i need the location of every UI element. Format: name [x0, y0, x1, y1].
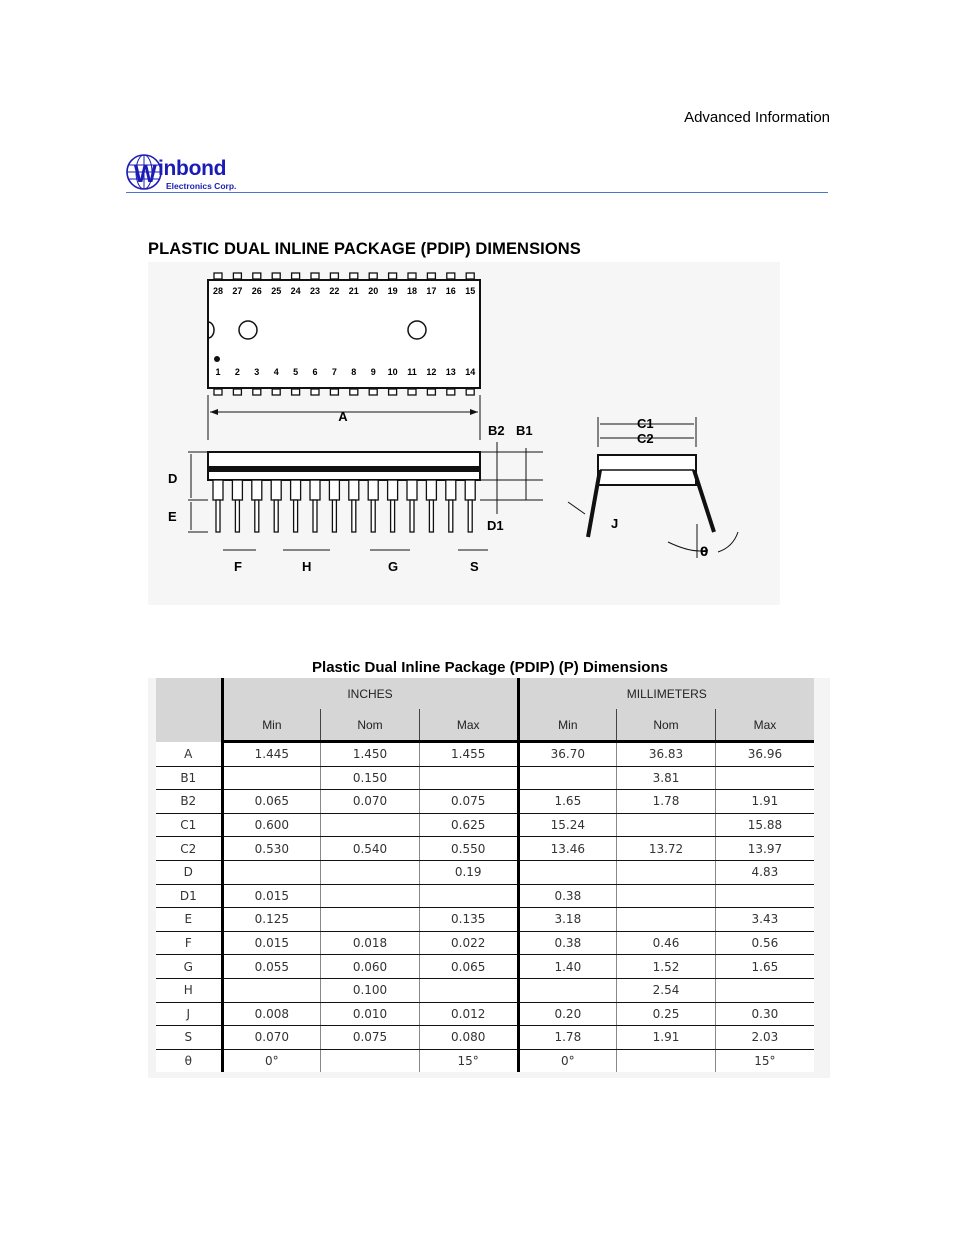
lead-shoulder	[310, 480, 320, 500]
value-cell: 1.65	[715, 955, 814, 979]
top-pin-pad	[330, 273, 338, 279]
lead-tip	[235, 500, 239, 532]
value-cell: 36.83	[617, 742, 716, 767]
lead-shoulder	[213, 480, 223, 500]
label-G: G	[388, 559, 399, 574]
symbol-cell: J	[156, 1002, 222, 1026]
value-cell: 0.080	[419, 1026, 518, 1050]
pdip-dimension-diagram	[148, 262, 780, 605]
pin-number: 8	[351, 367, 357, 377]
pin-number: 5	[293, 367, 299, 377]
value-cell: 0.060	[321, 955, 420, 979]
top-pin-pad	[408, 273, 416, 279]
top-pin-pad	[253, 273, 261, 279]
symbol-cell: B1	[156, 766, 222, 790]
top-pin-pad	[233, 273, 241, 279]
table-row	[156, 742, 814, 767]
value-cell: 0.46	[617, 931, 716, 955]
pin-number: 22	[329, 286, 340, 296]
lead-shoulder	[349, 480, 359, 500]
top-pin-pad	[466, 273, 474, 279]
value-cell	[419, 884, 518, 908]
value-cell: 0.015	[222, 884, 321, 908]
symbol-cell: S	[156, 1026, 222, 1050]
label-D: D	[168, 471, 178, 486]
bottom-pin-pad	[447, 389, 455, 395]
logo-subtitle: Electronics Corp.	[166, 181, 237, 191]
pin-number: 26	[251, 286, 262, 296]
value-cell: 1.91	[715, 790, 814, 814]
pin-number: 3	[254, 367, 260, 377]
value-cell	[715, 978, 814, 1002]
value-cell: 3.18	[518, 908, 617, 932]
pin-number: 23	[309, 286, 321, 296]
corner-cell	[156, 678, 222, 742]
value-cell: 0.100	[321, 978, 420, 1002]
label-E: E	[168, 509, 177, 524]
value-cell: 13.46	[518, 837, 617, 861]
pin-number: 21	[348, 286, 359, 296]
value-cell	[321, 1049, 420, 1072]
value-cell: 0.530	[222, 837, 321, 861]
value-cell: 15°	[419, 1049, 518, 1072]
table-row	[156, 955, 814, 979]
label-F: F	[234, 559, 242, 574]
value-cell: 0.19	[419, 860, 518, 884]
sub-header: Nom	[617, 709, 716, 742]
pin-number: 16	[445, 286, 456, 296]
value-cell: 15.88	[715, 813, 814, 837]
pin-number: 10	[387, 367, 398, 377]
value-cell	[715, 766, 814, 790]
lead-shoulder	[252, 480, 262, 500]
symbol-cell: E	[156, 908, 222, 932]
header-note: Advanced Information	[684, 109, 830, 126]
pin-number: 27	[232, 286, 243, 296]
label-theta: θ	[700, 545, 709, 559]
symbol-cell: H	[156, 978, 222, 1002]
value-cell: 0.065	[419, 955, 518, 979]
section-title: PLASTIC DUAL INLINE PACKAGE (PDIP) DIMENSIONS	[148, 240, 581, 258]
value-cell: 0.135	[419, 908, 518, 932]
table-row	[156, 908, 814, 932]
lead-tip	[449, 500, 453, 532]
value-cell: 0.125	[222, 908, 321, 932]
value-cell	[617, 813, 716, 837]
lead-tip	[332, 500, 336, 532]
pin1-dot	[214, 356, 220, 362]
lead-tip	[255, 500, 259, 532]
value-cell: 1.455	[419, 742, 518, 767]
value-cell: 1.445	[222, 742, 321, 767]
pin-number: 7	[331, 367, 337, 377]
value-cell: 1.91	[617, 1026, 716, 1050]
bottom-pin-pad	[369, 389, 377, 395]
sub-header: Nom	[321, 709, 420, 742]
value-cell	[419, 978, 518, 1002]
sub-header: Min	[518, 709, 617, 742]
value-cell: 1.78	[617, 790, 716, 814]
logo-letter: W	[134, 161, 157, 188]
pin-number: 6	[312, 367, 318, 377]
pin-number: 20	[368, 286, 379, 296]
table-row	[156, 837, 814, 861]
value-cell: 0.38	[518, 884, 617, 908]
lead-tip	[294, 500, 298, 532]
value-cell: 0.018	[321, 931, 420, 955]
top-pin-pad	[447, 273, 455, 279]
pin-number: 17	[426, 286, 437, 296]
table-row	[156, 931, 814, 955]
label-B1: B1	[516, 423, 533, 438]
lead-tip	[313, 500, 317, 532]
table-row	[156, 978, 814, 1002]
lead-tip	[391, 500, 395, 532]
value-cell: 36.70	[518, 742, 617, 767]
value-cell: 0°	[518, 1049, 617, 1072]
value-cell	[321, 908, 420, 932]
pin-number: 18	[406, 286, 418, 296]
value-cell: 0.070	[222, 1026, 321, 1050]
sub-header: Min	[222, 709, 321, 742]
bottom-pin-pad	[272, 389, 280, 395]
value-cell: 2.03	[715, 1026, 814, 1050]
lead-shoulder	[388, 480, 398, 500]
table-row	[156, 790, 814, 814]
value-cell	[419, 766, 518, 790]
label-H: H	[302, 559, 312, 574]
table-row	[156, 1049, 814, 1072]
value-cell: 15.24	[518, 813, 617, 837]
value-cell: 0.075	[321, 1026, 420, 1050]
symbol-cell: C2	[156, 837, 222, 861]
value-cell	[321, 813, 420, 837]
label-J: J	[611, 516, 619, 531]
value-cell: 36.96	[715, 742, 814, 767]
value-cell: 0.540	[321, 837, 420, 861]
value-cell: 1.65	[518, 790, 617, 814]
symbol-cell: G	[156, 955, 222, 979]
pin-number: 4	[273, 367, 279, 377]
lead-shoulder	[407, 480, 417, 500]
bottom-pin-pad	[253, 389, 261, 395]
value-cell: 0.070	[321, 790, 420, 814]
value-cell	[321, 884, 420, 908]
table-row	[156, 813, 814, 837]
lead-tip	[429, 500, 433, 532]
value-cell: 0.065	[222, 790, 321, 814]
value-cell: 0.20	[518, 1002, 617, 1026]
lead-tip	[274, 500, 278, 532]
value-cell: 0.150	[321, 766, 420, 790]
value-cell	[617, 908, 716, 932]
value-cell	[518, 860, 617, 884]
top-pin-pad	[292, 273, 300, 279]
value-cell: 13.72	[617, 837, 716, 861]
value-cell	[222, 978, 321, 1002]
group-header-inches: INCHES	[222, 678, 518, 709]
value-cell	[715, 884, 814, 908]
lead-shoulder	[232, 480, 242, 500]
symbol-cell: C1	[156, 813, 222, 837]
value-cell: 0.012	[419, 1002, 518, 1026]
lead-shoulder	[426, 480, 436, 500]
header-rule	[126, 192, 828, 193]
bottom-pin-pad	[408, 389, 416, 395]
value-cell: 0.600	[222, 813, 321, 837]
bottom-pin-pad	[311, 389, 319, 395]
pin-number: 24	[290, 286, 301, 296]
table-row	[156, 1002, 814, 1026]
value-cell: 0.38	[518, 931, 617, 955]
bottom-pin-pad	[466, 389, 474, 395]
lead-tip	[352, 500, 356, 532]
value-cell: 0°	[222, 1049, 321, 1072]
value-cell: 0.25	[617, 1002, 716, 1026]
value-cell: 0.008	[222, 1002, 321, 1026]
value-cell: 2.54	[617, 978, 716, 1002]
symbol-cell: F	[156, 931, 222, 955]
top-pin-pad	[389, 273, 397, 279]
symbol-cell: A	[156, 742, 222, 767]
winbond-logo	[126, 153, 256, 193]
lead-shoulder	[271, 480, 281, 500]
top-pin-pad	[350, 273, 358, 279]
pin-number: 1	[215, 367, 221, 377]
value-cell: 0.30	[715, 1002, 814, 1026]
label-A: A	[338, 409, 348, 424]
symbol-cell: D	[156, 860, 222, 884]
table-row	[156, 860, 814, 884]
pin-number: 9	[370, 367, 376, 377]
value-cell: 0.022	[419, 931, 518, 955]
top-pin-pad	[272, 273, 280, 279]
bottom-pin-pad	[233, 389, 241, 395]
table-title: Plastic Dual Inline Package (PDIP) (P) Dimensions	[312, 659, 668, 676]
pin-number: 2	[234, 367, 240, 377]
pin-number: 13	[445, 367, 456, 377]
lead-tip	[410, 500, 414, 532]
pin-number: 25	[271, 286, 282, 296]
table-row	[156, 1026, 814, 1050]
symbol-cell: θ	[156, 1049, 222, 1072]
value-cell: 1.450	[321, 742, 420, 767]
sub-header: Max	[419, 709, 518, 742]
value-cell	[222, 860, 321, 884]
lead-tip	[216, 500, 220, 532]
value-cell: 15°	[715, 1049, 814, 1072]
value-cell: 1.40	[518, 955, 617, 979]
lead-shoulder	[446, 480, 456, 500]
label-C2: C2	[637, 431, 654, 446]
value-cell: 4.83	[715, 860, 814, 884]
lead-tip	[371, 500, 375, 532]
bottom-pin-pad	[292, 389, 300, 395]
dimensions-table-panel	[148, 678, 830, 1078]
table-row	[156, 884, 814, 908]
pin-number: 12	[426, 367, 437, 377]
logo-wordmark: inbond	[158, 157, 227, 180]
pin-number: 11	[407, 367, 417, 377]
symbol-cell: D1	[156, 884, 222, 908]
bottom-pin-pad	[427, 389, 435, 395]
bottom-pin-pad	[330, 389, 338, 395]
bottom-pin-pad	[389, 389, 397, 395]
pin-number: 28	[212, 286, 224, 296]
value-cell: 0.055	[222, 955, 321, 979]
group-header-millimeters: MILLIMETERS	[518, 678, 814, 709]
value-cell	[617, 860, 716, 884]
lead-shoulder	[465, 480, 475, 500]
bottom-pin-pad	[214, 389, 222, 395]
value-cell: 0.550	[419, 837, 518, 861]
pin-number: 19	[387, 286, 398, 296]
dimensions-table	[156, 678, 814, 1072]
pin-number: 15	[465, 286, 476, 296]
value-cell: 13.97	[715, 837, 814, 861]
top-pin-pad	[311, 273, 319, 279]
value-cell	[518, 766, 617, 790]
value-cell: 1.52	[617, 955, 716, 979]
label-S: S	[470, 559, 479, 574]
sub-header: Max	[715, 709, 814, 742]
value-cell: 1.78	[518, 1026, 617, 1050]
value-cell	[518, 978, 617, 1002]
value-cell: 0.010	[321, 1002, 420, 1026]
lead-tip	[468, 500, 472, 532]
table-row	[156, 766, 814, 790]
top-pin-pad	[369, 273, 377, 279]
lead-shoulder	[329, 480, 339, 500]
package-top-view	[208, 280, 480, 388]
value-cell: 0.625	[419, 813, 518, 837]
lead-shoulder	[291, 480, 301, 500]
bottom-pin-pad	[350, 389, 358, 395]
top-pin-pad	[214, 273, 222, 279]
value-cell: 3.81	[617, 766, 716, 790]
lead-shoulder	[368, 480, 378, 500]
symbol-cell: B2	[156, 790, 222, 814]
value-cell	[321, 860, 420, 884]
value-cell: 3.43	[715, 908, 814, 932]
label-B2: B2	[488, 423, 505, 438]
value-cell: 0.56	[715, 931, 814, 955]
label-C1: C1	[637, 416, 654, 431]
value-cell: 0.015	[222, 931, 321, 955]
value-cell	[617, 1049, 716, 1072]
value-cell	[222, 766, 321, 790]
label-D1: D1	[487, 518, 504, 533]
value-cell: 0.075	[419, 790, 518, 814]
pin-number: 14	[465, 367, 476, 377]
top-pin-pad	[427, 273, 435, 279]
value-cell	[617, 884, 716, 908]
